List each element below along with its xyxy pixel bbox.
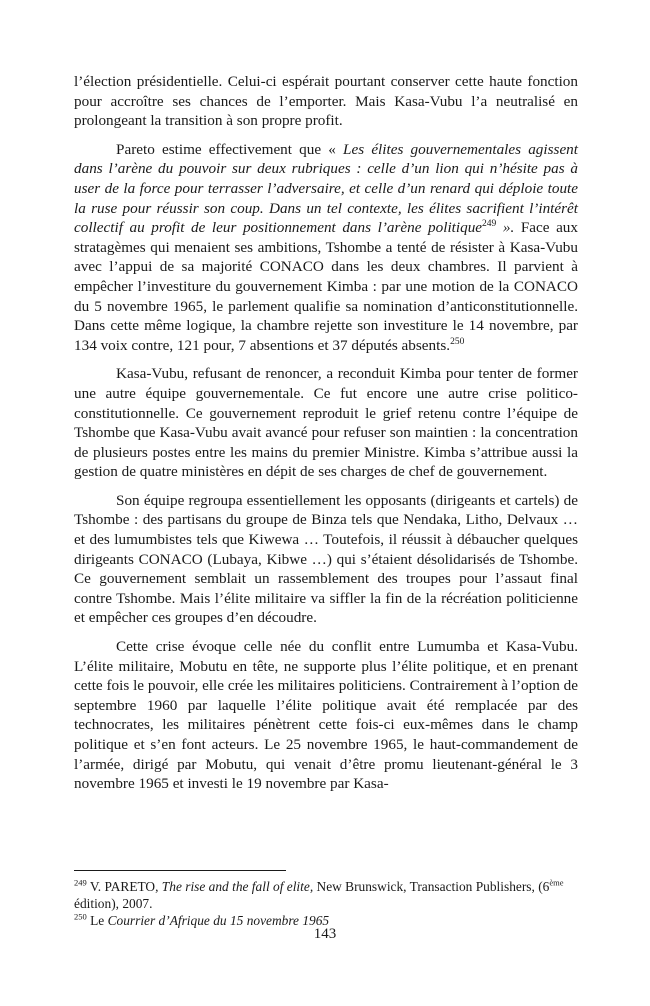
page-body [74, 72, 578, 794]
footnote-divider [74, 870, 286, 871]
footnote-249-publisher: New Brunswick, Transaction Publishers, (6 [313, 879, 550, 894]
paragraph-2 [74, 140, 578, 356]
footnote-ref-249[interactable]: 249 [482, 219, 497, 230]
quote-close: ». [496, 219, 515, 237]
pareto-quote: Les élites gouvernementales agissent dans l’arène du pouvoir sur deux rubriques : celle d’un lion qui n’hésite pas à user de la force pour terrasser l’adversaire, et celle d’un renard qui déploie toute la ruse pour réussir son coup. Dans un tel contexte, les élites sacrifient l’intérêt collectif au profit de leur positionnement dans l’arène politique [74, 140, 578, 237]
paragraph-3: Kasa-Vubu, refusant de renoncer, a reconduit Kimba pour tenter de former une autre équipe gouvernementale. Ce fut encore une autre crise politico-constitutionnelle. Ce gouvernement reproduit le grief retenu contre l’équipe de Tshombe que Kasa-Vubu avait avancé pour refuser son maintien : la concentration de plusieurs postes entre les mains du premier Ministre. Kimba s’attribue aussi la gestion de quatre ministères en dépit de ses charges de chef de gouvernement. [74, 365, 578, 481]
paragraph-5: Cette crise évoque celle née du conflit entre Lumumba et Kasa-Vubu. L’élite militaire, Mobutu en tête, ne supporte plus l’élite politique, et en prenant cette fois le pouvoir, elle crée les militaires politiciens. Contrairement à l’option de septembre 1960 par laquelle l’élite politique avait été remplacée par des technocrates, les militaires pénètrent cette fois-ci eux-mêmes dans le champ politique et s’en font acteurs. Le 25 novembre 1965, le haut-commandement de l’armée, dirigé par Mobutu, qui venait d’être promu lieutenant-général le 3 novembre 1965 et investi le 19 novembre par Kasa- [74, 638, 578, 793]
footnote-249-edition-sup: ème [549, 877, 564, 888]
footnote-249 [74, 878, 578, 912]
page-number: 143 [313, 926, 337, 942]
footnote-249-author: V. PARETO, [86, 879, 162, 894]
footnote-250-lead: Le [86, 913, 108, 928]
paragraph-4: Son équipe regroupa essentiellement les opposants (dirigeants et cartels) de Tshombe : des partisans du groupe de Binza tels que Nendaka, Litho, Delvaux … et des lumumbistes tels que Kiwewa … Toutefois, il réussit à débaucher quelques dirigeants CONACO (Lubaya, Kibwe …) qui s’étaient désolidarisés de Tshombe. Ce gouvernement semblait un rassemblement des troupes pour l’assaut final contre Tshombe. Mais l’élite militaire va siffler la fin de la récréation politicienne et empêcher ces groupes d’en découdre. [74, 491, 578, 627]
footnote-ref-250[interactable]: 250 [450, 336, 465, 347]
footnotes [74, 878, 578, 929]
footnote-number-249: 249 [74, 877, 87, 888]
footnote-249-title: The rise and the fall of elite, [161, 879, 314, 894]
footnote-250-title: Courrier d’Afrique du 15 novembre 1965 [107, 913, 330, 928]
paragraph-2-rest: Face aux stratagèmes qui menaient ses ambitions, Tshombe a tenté de résister à Kasa-Vubu avec l’appui de sa majorité CONACO dans les deux chambres. Il parvient à empêcher l’investiture du gouvernement Kimba : par une motion de la CONACO du 5 novembre 1965, le parlement qualifie sa nomination d’anticonstitutionnelle. Dans cette même logique, la chambre rejette son investiture le 14 novembre, par 134 voix contre, 121 pour, 7 absentions et 37 députés absents. [74, 219, 578, 354]
paragraph-1: l’élection présidentielle. Celui-ci espérait pourtant conserver cette haute fonction pour accroître ses chances de l’emporter. Mais Kasa-Vubu l’a neutralisé en prolongeant la transition à son propre profit. [74, 73, 578, 130]
footnote-number-250: 250 [74, 911, 87, 922]
paragraph-2-lead: Pareto estime effectivement que « [116, 140, 344, 158]
footnote-249-end: édition), 2007. [74, 896, 153, 911]
